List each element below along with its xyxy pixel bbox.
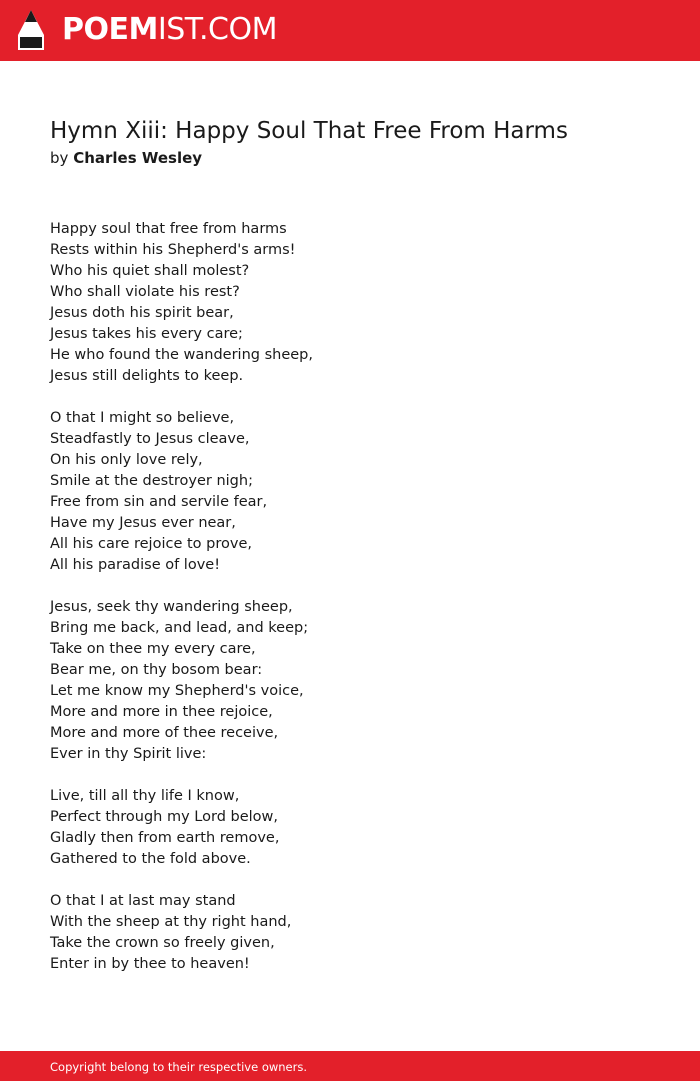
poem-line: Live, till all thy life I know, [50, 788, 240, 804]
byline [50, 148, 202, 169]
site-logo-link[interactable] [62, 11, 277, 49]
stanza [50, 891, 313, 975]
poem-line: Have my Jesus ever near, [50, 515, 236, 531]
poem-line: More and more in thee rejoice, [50, 704, 273, 720]
poem-line: Bear me, on thy bosom bear: [50, 662, 263, 678]
poem-line: O that I at last may stand [50, 893, 236, 909]
stanza [50, 408, 313, 576]
poem-title: Hymn Xiii: Happy Soul That Free From Harms [50, 118, 568, 144]
poem-line: Jesus doth his spirit bear, [50, 305, 234, 321]
poem-line: Let me know my Shepherd's voice, [50, 683, 304, 699]
site-header [0, 0, 700, 61]
poem-line: O that I might so believe, [50, 410, 235, 426]
poem-line: Who his quiet shall molest? [50, 263, 250, 279]
poem-line: Jesus takes his every care; [50, 326, 243, 342]
poem-line: All his paradise of love! [50, 557, 221, 573]
poem-line: Gladly then from earth remove, [50, 830, 280, 846]
poem-line: Enter in by thee to heaven! [50, 956, 250, 972]
poem-line: On his only love rely, [50, 452, 203, 468]
poem-line: With the sheep at thy right hand, [50, 914, 292, 930]
pencil-tip-icon [17, 9, 45, 51]
poem-line: Happy soul that free from harms [50, 221, 287, 237]
site-footer [0, 1051, 700, 1081]
poem-body [50, 219, 313, 996]
poem-line: Take on thee my every care, [50, 641, 256, 657]
poem-line: Rests within his Shepherd's arms! [50, 242, 296, 258]
poem-line: Ever in thy Spirit live: [50, 746, 207, 762]
stanza [50, 786, 313, 870]
poem-line: Steadfastly to Jesus cleave, [50, 431, 250, 447]
poem-line: Smile at the destroyer nigh; [50, 473, 253, 489]
poem-line: Perfect through my Lord below, [50, 809, 279, 825]
poem-line: Free from sin and servile fear, [50, 494, 268, 510]
poem-line: More and more of thee receive, [50, 725, 279, 741]
stanza [50, 597, 313, 765]
poem-line: All his care rejoice to prove, [50, 536, 252, 552]
poem-line: Jesus, seek thy wandering sheep, [50, 599, 293, 615]
copyright-text: Copyright belong to their respective owners. [50, 1060, 308, 1074]
poem-line: He who found the wandering sheep, [50, 347, 313, 363]
by-label: by [50, 149, 69, 167]
author-name: Charles Wesley [73, 149, 203, 167]
poem-line: Who shall violate his rest? [50, 284, 240, 300]
poem-line: Gathered to the fold above. [50, 851, 251, 867]
poem-line: Bring me back, and lead, and keep; [50, 620, 309, 636]
logo-bold-text: POEM [62, 12, 158, 47]
poem-line: Take the crown so freely given, [50, 935, 275, 951]
logo-light-text: IST.COM [157, 12, 277, 47]
poem-line: Jesus still delights to keep. [50, 368, 244, 384]
stanza [50, 219, 313, 387]
